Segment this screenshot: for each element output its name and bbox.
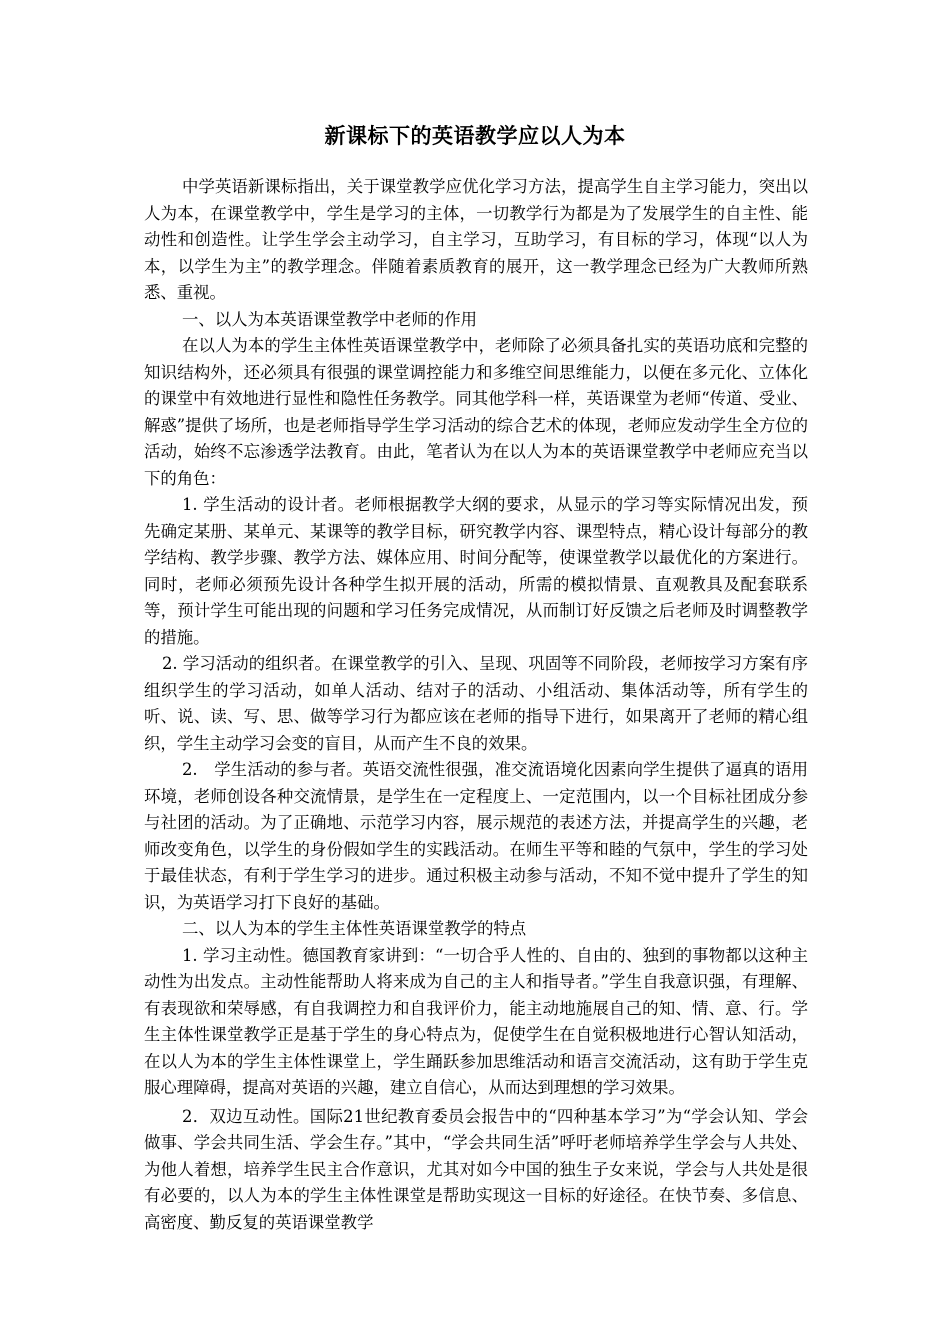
section-1-paragraph: 在以人为本的学生主体性英语课堂教学中，老师除了必须具备扎实的英语功底和完整的知识结构外，还必须具有很强的课堂调控能力和多维空间思维能力，以便在多元化、立体化的课堂中有效地进行显性和隐性任务教学。同其他学科一样，英语课堂为老师“传道、受业、解惑”提供了场所，也是老师指导学生学习活动的综合艺术的体现，老师应发动学生全方位的活动，始终不忘渗透学法教育。由此，笔者认为在以人为本的英语课堂教学中老师应充当以下的角色：	[144, 336, 809, 488]
role-designer-paragraph: 1. 学生活动的设计者。老师根据教学大纲的要求，从显示的学习等实际情况出发，预先确定某册、某单元、某课等的教学目标，研究教学内容、课型特点，精心设计每部分的教学结构、教学步骤、教学方法、媒体应用、时间分配等，使课堂教学以最优化的方案进行。同时，老师必须预先设计各种学生拟开展的活动，所需的模拟情景、直观教具及配套联系等，预计学生可能出现的问题和学习任务完成情况，从而制订好反馈之后老师及时调整教学的措施。	[144, 495, 808, 647]
intro-paragraph: 中学英语新课标指出，关于课堂教学应优化学习方法，提高学生自主学习能力，突出以人为本，在课堂教学中，学生是学习的主体，一切教学行为都是为了发展学生的自主性、能动性和创造性。让学生学会主动学习，自主学习，互助学习，有目标的学习，体现“以人为本，以学生为主”的教学理念。伴随着素质教育的展开，这一教学理念已经为广大教师所熟悉、重视。	[144, 177, 808, 302]
feature-interaction-paragraph: 2．双边互动性。国际21世纪教育委员会报告中的“四种基本学习”为“学会认知、学会做事、学会共同生活、学会生存。”其中，“学会共同生活”呼吁老师培养学生学会与人共处、为他人着想，培养学生民主合作意识，尤其对如今中国的独生子女来说，学会与人共处是很有必要的，以人为本的学生主体性课堂是帮助实现这一目标的好途径。在快节奏、多信息、高密度、勤反复的英语课堂教学	[144, 1106, 808, 1232]
section-heading-2: 二、以人为本的学生主体性英语课堂教学的特点	[182, 919, 527, 938]
document-body	[144, 174, 808, 1236]
feature-initiative-paragraph: 1. 学习主动性。德国教育家讲到：“一切合乎人性的、自由的、独到的事物都以这种主动性为出发点。主动性能帮助人将来成为自己的主人和指导者。”学生自我意识强，有理解、有表现欲和荣辱感，有自我调控力和自我评价力，能主动地施展自己的知、情、意、行。学生主体性课堂教学正是基于学生的身心特点为，促使学生在自觉积极地进行心智认知活动，在以人为本的学生主体性课堂上，学生踊跃参加思维活动和语言交流活动，这有助于学生克服心理障碍，提高对英语的兴趣，建立自信心，从而达到理想的学习效果。	[144, 945, 808, 1097]
section-heading-1: 一、以人为本英语课堂教学中老师的作用	[182, 309, 478, 329]
role-participant-paragraph: 2. 学生活动的参与者。英语交流性很强，准交流语境化因素向学生提供了逼真的语用环境，老师创设各种交流情景，是学生在一定程度上、一定范围内，以一个目标社团成分参与社团的活动。为了正确地、示范学习内容，展示规范的表述方法，并提高学生的兴趣，老师改变角色，以学生的身份假如学生的实践活动。在师生平等和睦的气氛中，学生的学习处于最佳状态，有利于学生学习的进步。通过积极主动参与活动，不知不觉中提升了学生的知识，为英语学习打下良好的基础。	[144, 760, 808, 912]
role-organizer-paragraph: 2. 学习活动的组织者。在课堂教学的引入、呈现、巩固等不同阶段，老师按学习方案有序组织学生的学习活动，如单人活动、结对子的活动、小组活动、集体活动等，所有学生的听、说、读、写、思、做等学习行为都应该在老师的指导下进行，如果离开了老师的精心组织，学生主动学习会变的盲目，从而产生不良的效果。	[144, 654, 808, 753]
document-title: 新课标下的英语教学应以人为本	[324, 123, 626, 148]
